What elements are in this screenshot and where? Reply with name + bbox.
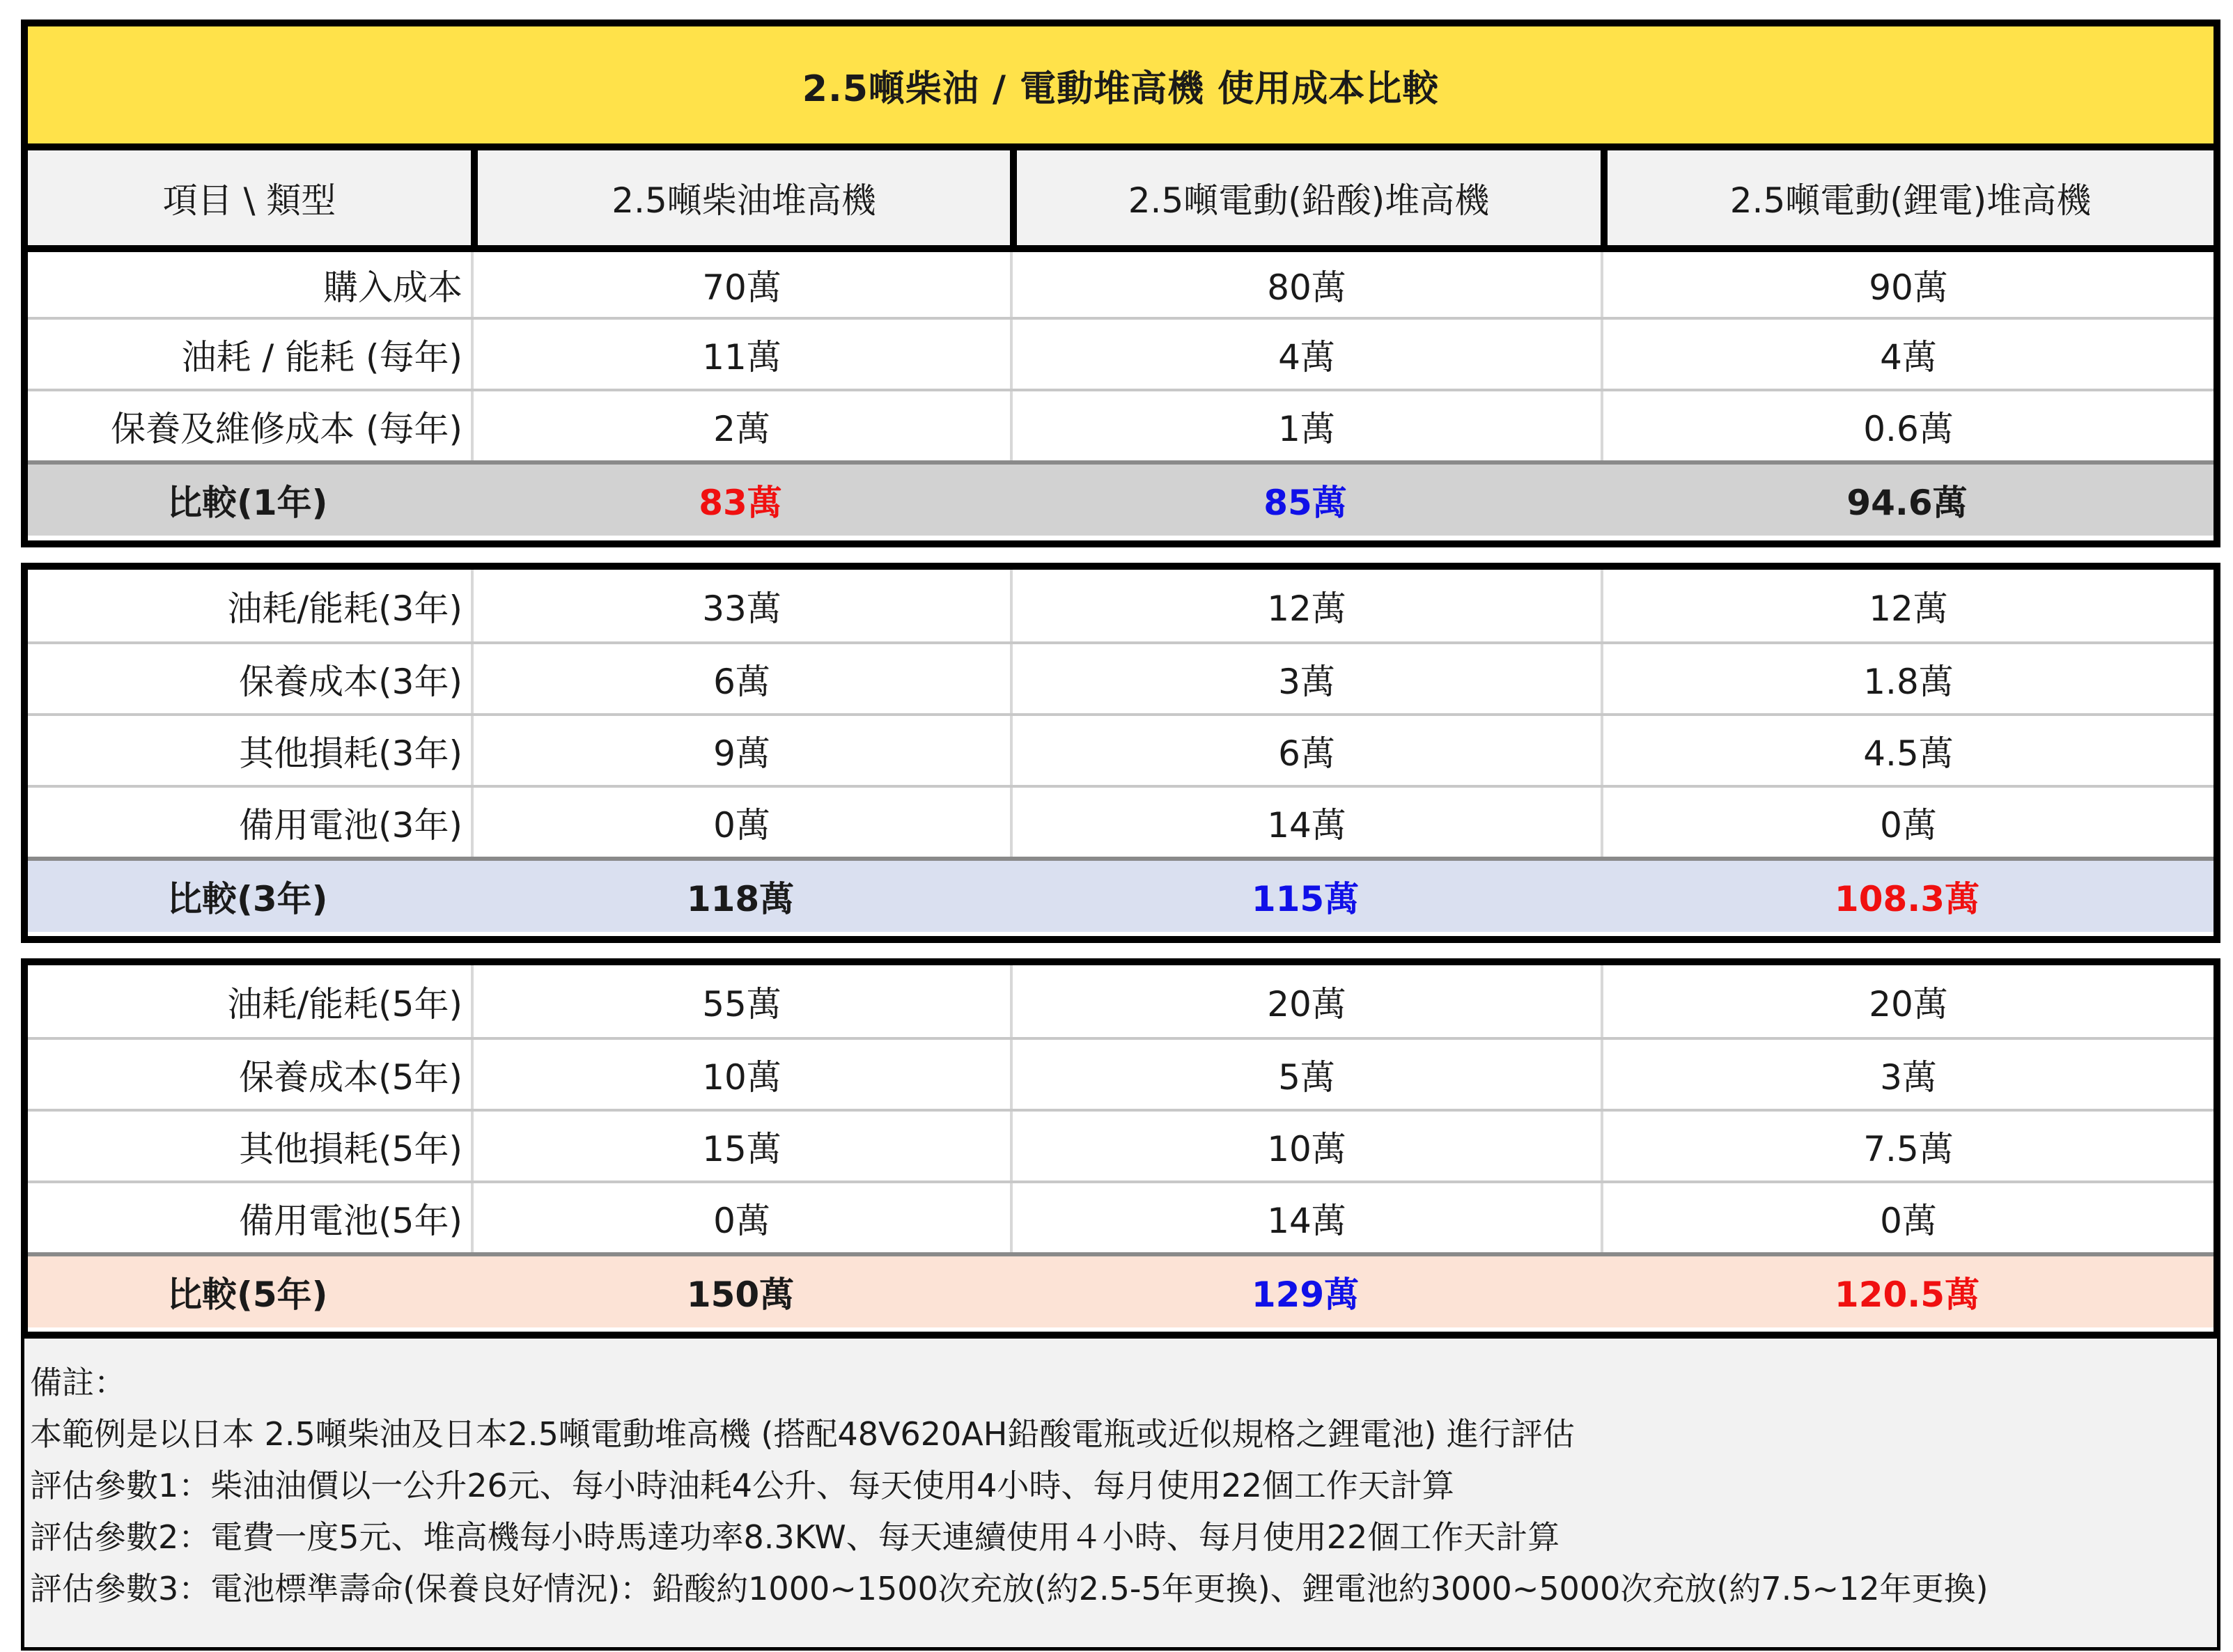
cell-lead-acid: 12萬 (1010, 570, 1601, 641)
summary-row-3-year (28, 857, 2213, 932)
cell-lithium: 90萬 (1601, 252, 2213, 317)
cell-lead-acid: 1萬 (1010, 391, 1601, 460)
row-label: 保養成本(5年) (239, 1057, 462, 1098)
cell-diesel: 9萬 (471, 716, 1010, 785)
cell-lead-acid: 80萬 (1010, 252, 1601, 317)
cell-lithium: 0.6萬 (1601, 391, 2213, 460)
table-row (28, 317, 2213, 389)
summary-lithium: 94.6萬 (1846, 483, 1968, 523)
cell-lithium: 1.8萬 (1601, 644, 2213, 713)
row-label: 保養成本(3年) (239, 661, 462, 702)
cell-diesel: 2萬 (471, 391, 1010, 460)
cell-lithium: 7.5萬 (1601, 1112, 2213, 1180)
table-row (28, 785, 2213, 857)
summary-row-5-year (28, 1252, 2213, 1327)
section-1-year (21, 20, 2220, 547)
cell-lead-acid: 5萬 (1010, 1040, 1601, 1109)
summary-lead-acid: 129萬 (1251, 1275, 1360, 1315)
summary-label: 比較(3年) (167, 879, 328, 919)
row-label: 備用電池(5年) (239, 1200, 462, 1241)
header-diesel: 2.5噸柴油堆高機 (471, 150, 1010, 245)
header-electric-lead-acid: 2.5噸電動(鉛酸)堆高機 (1010, 150, 1601, 245)
header-electric-lithium: 2.5噸電動(鋰電)堆高機 (1601, 150, 2213, 245)
row-label: 購入成本 (323, 267, 462, 308)
row-label: 油耗/能耗(3年) (227, 588, 462, 629)
cell-lead-acid: 4萬 (1010, 320, 1601, 389)
note-line: 評估參數1：柴油油價以一公升26元、每小時油耗4公升、每天使用4小時、每月使用22個工作天計算 (30, 1467, 1454, 1504)
cell-lead-acid: 14萬 (1010, 788, 1601, 857)
cell-diesel: 33萬 (471, 570, 1010, 641)
row-label: 其他損耗(5年) (239, 1128, 462, 1169)
cell-diesel: 0萬 (471, 1183, 1010, 1252)
summary-lead-acid: 85萬 (1263, 483, 1347, 523)
table-title: 2.5噸柴油 / 電動堆高機 使用成本比較 (28, 26, 2213, 143)
table-row (28, 245, 2213, 317)
summary-lithium: 120.5萬 (1834, 1275, 1980, 1315)
cost-comparison-sheet (21, 20, 2220, 1651)
table-row (28, 389, 2213, 460)
cell-lithium: 0萬 (1601, 1183, 2213, 1252)
cell-diesel: 55萬 (471, 965, 1010, 1037)
table-row (28, 1109, 2213, 1180)
section-3-year (21, 563, 2220, 943)
cell-lead-acid: 20萬 (1010, 965, 1601, 1037)
summary-row-1-year (28, 460, 2213, 536)
table-row (28, 1180, 2213, 1252)
cell-diesel: 15萬 (471, 1112, 1010, 1180)
summary-diesel: 150萬 (686, 1275, 795, 1315)
cell-lithium: 4.5萬 (1601, 716, 2213, 785)
cell-lithium: 12萬 (1601, 570, 2213, 641)
notes-heading: 備註： (30, 1364, 126, 1401)
row-label: 油耗/能耗(5年) (227, 983, 462, 1024)
note-line: 評估參數2：電費一度5元、堆高機每小時馬達功率8.3KW、每天連續使用４小時、每月使用22個工作天計算 (30, 1518, 1560, 1556)
summary-label: 比較(5年) (167, 1275, 328, 1315)
summary-diesel: 83萬 (699, 483, 782, 523)
header-item-type: 項目 \ 類型 (162, 180, 336, 221)
row-label: 油耗 / 能耗 (每年) (181, 336, 462, 377)
summary-label: 比較(1年) (167, 483, 328, 523)
row-label: 備用電池(3年) (239, 804, 462, 846)
cell-diesel: 10萬 (471, 1040, 1010, 1109)
table-row (28, 1037, 2213, 1109)
cell-lithium: 4萬 (1601, 320, 2213, 389)
summary-diesel: 118萬 (686, 879, 795, 919)
section-5-year (21, 958, 2220, 1339)
cell-diesel: 0萬 (471, 788, 1010, 857)
cell-lead-acid: 3萬 (1010, 644, 1601, 713)
table-row (28, 570, 2213, 641)
table-row (28, 713, 2213, 785)
note-line: 評估參數3：電池標準壽命(保養良好情況)：鉛酸約1000~1500次充放(約2.5-5年更換)、鋰電池約3000~5000次充放(約7.5~12年更換) (30, 1570, 1989, 1607)
summary-lithium: 108.3萬 (1834, 879, 1980, 919)
cell-diesel: 11萬 (471, 320, 1010, 389)
header-row (28, 143, 2213, 245)
cell-lithium: 3萬 (1601, 1040, 2213, 1109)
cell-lead-acid: 6萬 (1010, 716, 1601, 785)
cell-diesel: 6萬 (471, 644, 1010, 713)
note-line: 本範例是以日本 2.5噸柴油及日本2.5噸電動堆高機 (搭配48V620AH鉛酸電瓶或近似規格之鋰電池) 進行評估 (30, 1415, 1575, 1453)
cell-lead-acid: 14萬 (1010, 1183, 1601, 1252)
notes-block (21, 1339, 2220, 1651)
cell-lithium: 0萬 (1601, 788, 2213, 857)
summary-lead-acid: 115萬 (1251, 879, 1360, 919)
row-label: 其他損耗(3年) (239, 733, 462, 774)
row-label: 保養及維修成本 (每年) (111, 408, 462, 449)
table-row (28, 641, 2213, 713)
cell-lithium: 20萬 (1601, 965, 2213, 1037)
cell-lead-acid: 10萬 (1010, 1112, 1601, 1180)
table-row (28, 965, 2213, 1037)
cell-diesel: 70萬 (471, 252, 1010, 317)
